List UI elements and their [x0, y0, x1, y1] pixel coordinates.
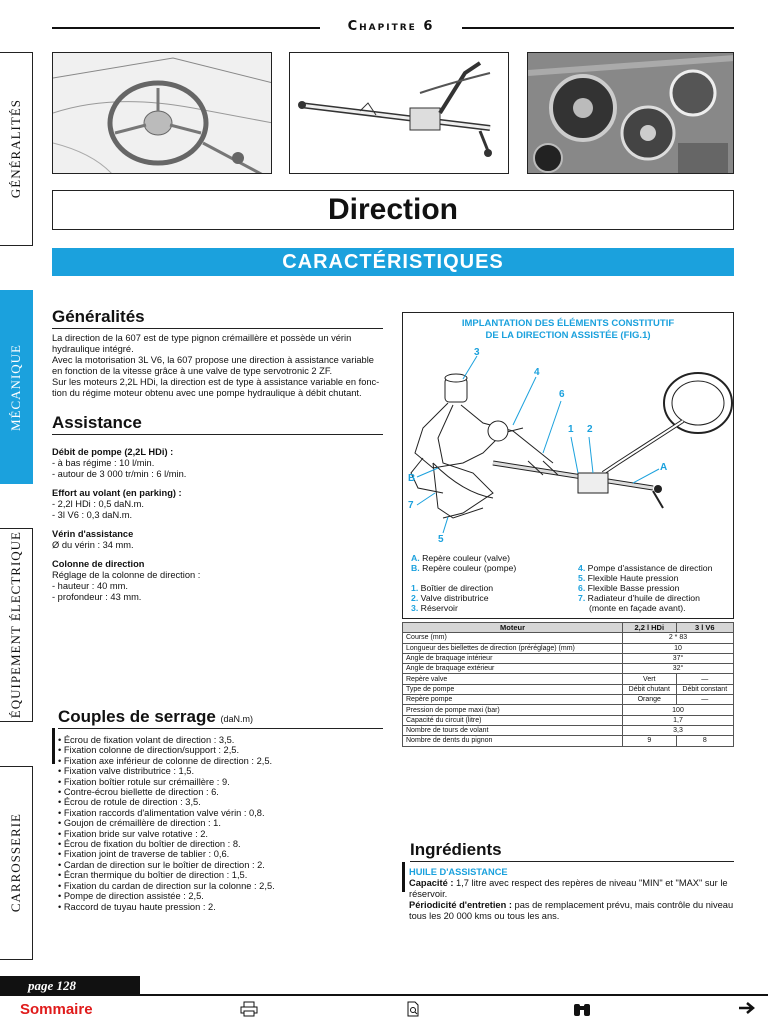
block-label: Effort au volant (en parking) :: [52, 488, 182, 498]
generalites-heading: Généralités: [52, 307, 383, 329]
figure-steering-layout: [402, 312, 734, 619]
periodicite-line: [409, 900, 735, 911]
text-line: La direction de la 607 est de type pignon crémaillère et possède un vérin: [52, 333, 352, 343]
photo-steering-rack: [289, 52, 509, 174]
list-item: • Fixation colonne de direction/support : 2,5.: [58, 745, 240, 756]
legend-key: 7.: [578, 593, 586, 603]
couples-side-bar: [52, 728, 55, 764]
row-label: Nombre de dents du pignon: [403, 736, 623, 746]
row-label: Course (mm): [403, 633, 623, 643]
assistance-heading: Assistance: [52, 413, 383, 435]
row-value-v6: —: [676, 695, 733, 705]
table-row: [403, 736, 734, 746]
row-label: Capacité du circuit (litre): [403, 715, 623, 725]
legend-item: [578, 583, 733, 593]
legend-text: (monte en façade avant).: [589, 603, 686, 613]
callout-1: 1: [568, 424, 574, 435]
search-doc-icon[interactable]: [405, 1001, 421, 1021]
legend-text: Boîtier de direction: [420, 583, 494, 593]
list-item: • Cardan de direction sur le boîtier de direction : 2.: [58, 859, 265, 870]
list-item: • Goujon de crémaillère de direction : 1.: [58, 818, 221, 829]
legend-item: [578, 603, 733, 613]
couples-list: [58, 735, 388, 912]
section-banner: CARACTÉRISTIQUES: [52, 248, 734, 276]
list-item: • Fixation valve distributrice : 1,5.: [58, 766, 195, 777]
legend-text: Repère couleur (valve): [422, 553, 510, 563]
legend-text: Pompe d'assistance de direction: [587, 563, 713, 573]
tab-label: ÉQUIPEMENT ÉLECTRIQUE: [8, 531, 23, 719]
footer-rule: [0, 994, 768, 996]
legend-text: Valve distributrice: [420, 593, 489, 603]
row-value-hdi: Vert: [623, 674, 677, 684]
table-row: [403, 633, 734, 643]
table-row: [403, 695, 734, 705]
legend-key: 2.: [411, 593, 419, 603]
block-label: Débit de pompe (2,2L HDi) :: [52, 447, 174, 457]
header-rule-right: [462, 27, 734, 29]
block-label: Colonne de direction: [52, 559, 145, 569]
legend-item: [411, 553, 571, 563]
legend-item: [411, 603, 571, 613]
tab-mecanique[interactable]: [0, 290, 33, 484]
table-header: Moteur: [403, 623, 623, 633]
row-label: Pression de pompe maxi (bar): [403, 705, 623, 715]
binoculars-icon[interactable]: [572, 1001, 592, 1021]
callout-6: 6: [559, 389, 565, 400]
legend-left: [411, 553, 571, 613]
capacite-line2: réservoir.: [409, 889, 448, 899]
row-value-hdi: 9: [623, 736, 677, 746]
table-row: [403, 705, 734, 715]
row-value: 37°: [623, 653, 734, 663]
table-row: [403, 715, 734, 725]
legend-text: Réservoir: [420, 603, 458, 613]
row-value: 3,3: [623, 725, 734, 735]
assistance-text: [52, 447, 387, 611]
table-row: [403, 664, 734, 674]
row-value: 10: [623, 643, 734, 653]
text-line: en fonction de la vitesse grâce à une valve de type servotronic 2 ZF.: [52, 366, 333, 376]
spec-table: [402, 622, 734, 747]
text-line: - profondeur : 43 mm.: [52, 592, 142, 602]
list-item: • Fixation bride sur valve rotative : 2.: [58, 828, 209, 839]
text-line: Sur les moteurs 2,2L HDi, la direction est de type à assistance variable en fonc-: [52, 377, 380, 387]
periodicite-line2: tous les 20 000 kms ou tous les ans.: [409, 911, 560, 921]
legend-item: [411, 583, 571, 593]
legend-text: Radiateur d'huile de direction: [587, 593, 700, 603]
header-rule-left: [52, 27, 320, 29]
row-value-hdi: Orange: [623, 695, 677, 705]
legend-text: Flexible Basse pression: [587, 583, 680, 593]
capacite-text: 1,7 litre avec respect des repères de niveau "MIN" et "MAX" sur le: [456, 878, 728, 888]
couples-heading: [58, 707, 383, 729]
legend-key: 3.: [411, 603, 419, 613]
text-line: - à bas régime : 10 l/min.: [52, 458, 155, 468]
callout-2: 2: [587, 424, 593, 435]
tab-generalites[interactable]: [0, 52, 33, 246]
row-value-hdi: Débit chutant: [623, 684, 677, 694]
ingredients-sub: HUILE D'ASSISTANCE: [409, 867, 508, 877]
list-item: • Fixation joint de traverse de tablier : 0,6.: [58, 849, 230, 860]
tab-carrosserie[interactable]: [0, 766, 33, 960]
list-item: • Raccord de tuyau haute pression : 2.: [58, 901, 216, 912]
text-line: tion du régime moteur obtenu avec une pompe hydraulique à débit chutant.: [52, 388, 362, 398]
page-number: page 128: [0, 976, 140, 996]
legend-item: [411, 563, 571, 573]
row-label: Type de pompe: [403, 684, 623, 694]
assistance-block: [52, 559, 387, 603]
tab-label: CARROSSERIE: [8, 813, 23, 913]
next-arrow-icon[interactable]: [738, 1001, 756, 1019]
list-item: • Pompe de direction assistée : 2,5.: [58, 891, 204, 902]
list-item: • Écrou de fixation volant de direction : 3,5.: [58, 735, 235, 745]
tab-equipement-electrique[interactable]: [0, 528, 33, 722]
legend-item: [578, 563, 733, 573]
ingredients-side-bar: [402, 862, 405, 892]
text-line: Avec la motorisation 3L V6, la 607 propose une direction à assistance variable: [52, 355, 374, 365]
table-row: [403, 643, 734, 653]
callout-5: 5: [438, 534, 444, 545]
ingredients-heading: Ingrédients: [410, 840, 734, 862]
text-line: - hauteur : 40 mm.: [52, 581, 128, 591]
callout-7: 7: [408, 500, 414, 511]
legend-right: [578, 563, 733, 613]
table-header-row: [403, 623, 734, 633]
list-item: • Écran thermique du boîtier de direction : 1,5.: [58, 870, 248, 881]
legend-key: B.: [411, 563, 420, 573]
list-item: • Fixation raccords d'alimentation valve vérin : 0,8.: [58, 807, 265, 818]
photo-engine-pump: [527, 52, 734, 174]
callout-a: A: [660, 462, 668, 473]
legend-item: [578, 573, 733, 583]
page-title: Direction: [52, 190, 734, 230]
row-label: Angle de braquage intérieur: [403, 653, 623, 663]
table-row: [403, 684, 734, 694]
capacite-label: Capacité :: [409, 878, 454, 888]
row-value: 2 * 83: [623, 633, 734, 643]
legend-item: [578, 593, 733, 603]
periodicite-label: Périodicité d'entretien :: [409, 900, 512, 910]
legend-key: 6.: [578, 583, 586, 593]
assistance-block: [52, 447, 387, 480]
list-item: • Écrou de rotule de direction : 3,5.: [58, 797, 201, 808]
table-row: [403, 674, 734, 684]
periodicite-text: pas de remplacement prévu, mais contrôle du niveau: [514, 900, 734, 910]
table-row: [403, 653, 734, 663]
figure-drawing: [403, 313, 735, 558]
row-label: Angle de braquage extérieur: [403, 664, 623, 674]
generalites-text: [52, 333, 387, 399]
table-row: [403, 725, 734, 735]
print-icon[interactable]: [240, 1001, 258, 1021]
legend-key: A.: [411, 553, 420, 563]
table-header: 3 l V6: [676, 623, 733, 633]
block-label: Vérin d'assistance: [52, 529, 134, 539]
chapter-title: Chapitre 6: [347, 19, 435, 34]
tab-label: MÉCANIQUE: [8, 343, 23, 431]
row-label: Nombre de tours de volant: [403, 725, 623, 735]
capacite-line: [409, 878, 735, 889]
row-label: Repère valve: [403, 674, 623, 684]
assistance-block: [52, 529, 387, 551]
row-value: 32°: [623, 664, 734, 674]
sommaire-link[interactable]: Sommaire: [20, 1001, 93, 1018]
row-value: 1,7: [623, 715, 734, 725]
figure-title-line: IMPLANTATION DES ÉLÉMENTS CONSTITUTIF: [461, 318, 675, 329]
text-line: - 2,2l HDi : 0,5 daN.m.: [52, 499, 144, 509]
list-item: • Fixation boîtier rotule sur crémaillère : 9.: [58, 776, 230, 787]
row-value-v6: Débit constant: [676, 684, 733, 694]
row-value-v6: —: [676, 674, 733, 684]
legend-text: Flexible Haute pression: [587, 573, 679, 583]
row-label: Longueur des biellettes de direction (préréglage) (mm): [403, 643, 623, 653]
couples-title: Couples de serrage: [58, 707, 216, 726]
row-label: Repère pompe: [403, 695, 623, 705]
list-item: • Fixation du cardan de direction sur la colonne : 2,5.: [58, 880, 275, 891]
tab-label: GÉNÉRALITÉS: [8, 99, 23, 199]
text-line: Réglage de la colonne de direction :: [52, 570, 201, 580]
text-line: Ø du vérin : 34 mm.: [52, 540, 134, 550]
list-item: • Fixation axe inférieur de colonne de direction : 2,5.: [58, 755, 273, 766]
list-item: • Écrou de fixation du boîtier de direction : 8.: [58, 839, 241, 850]
ingredients-text: [409, 867, 735, 922]
callout-3: 3: [474, 347, 480, 358]
text-line: - autour de 3 000 tr/min : 6 l/min.: [52, 469, 187, 479]
text-line: - 3l V6 : 0,3 daN.m.: [52, 510, 133, 520]
figure-title-line: DE LA DIRECTION ASSISTÉE (FIG.1): [485, 330, 651, 341]
list-item: • Contre-écrou biellette de direction : 6.: [58, 787, 219, 798]
table-header: 2,2 l HDi: [623, 623, 677, 633]
couples-unit: (daN.m): [220, 714, 254, 724]
callout-b: B: [408, 473, 416, 484]
photo-dashboard: [52, 52, 272, 174]
assistance-block: [52, 488, 387, 521]
row-value-v6: 8: [676, 736, 733, 746]
legend-key: 5.: [578, 573, 586, 583]
row-value: 100: [623, 705, 734, 715]
callout-4: 4: [534, 367, 540, 378]
legend-key: 1.: [411, 583, 419, 593]
legend-text: Repère couleur (pompe): [422, 563, 517, 573]
legend-key: 4.: [578, 563, 586, 573]
text-line: hydraulique intégré.: [52, 344, 134, 354]
legend-item: [411, 593, 571, 603]
